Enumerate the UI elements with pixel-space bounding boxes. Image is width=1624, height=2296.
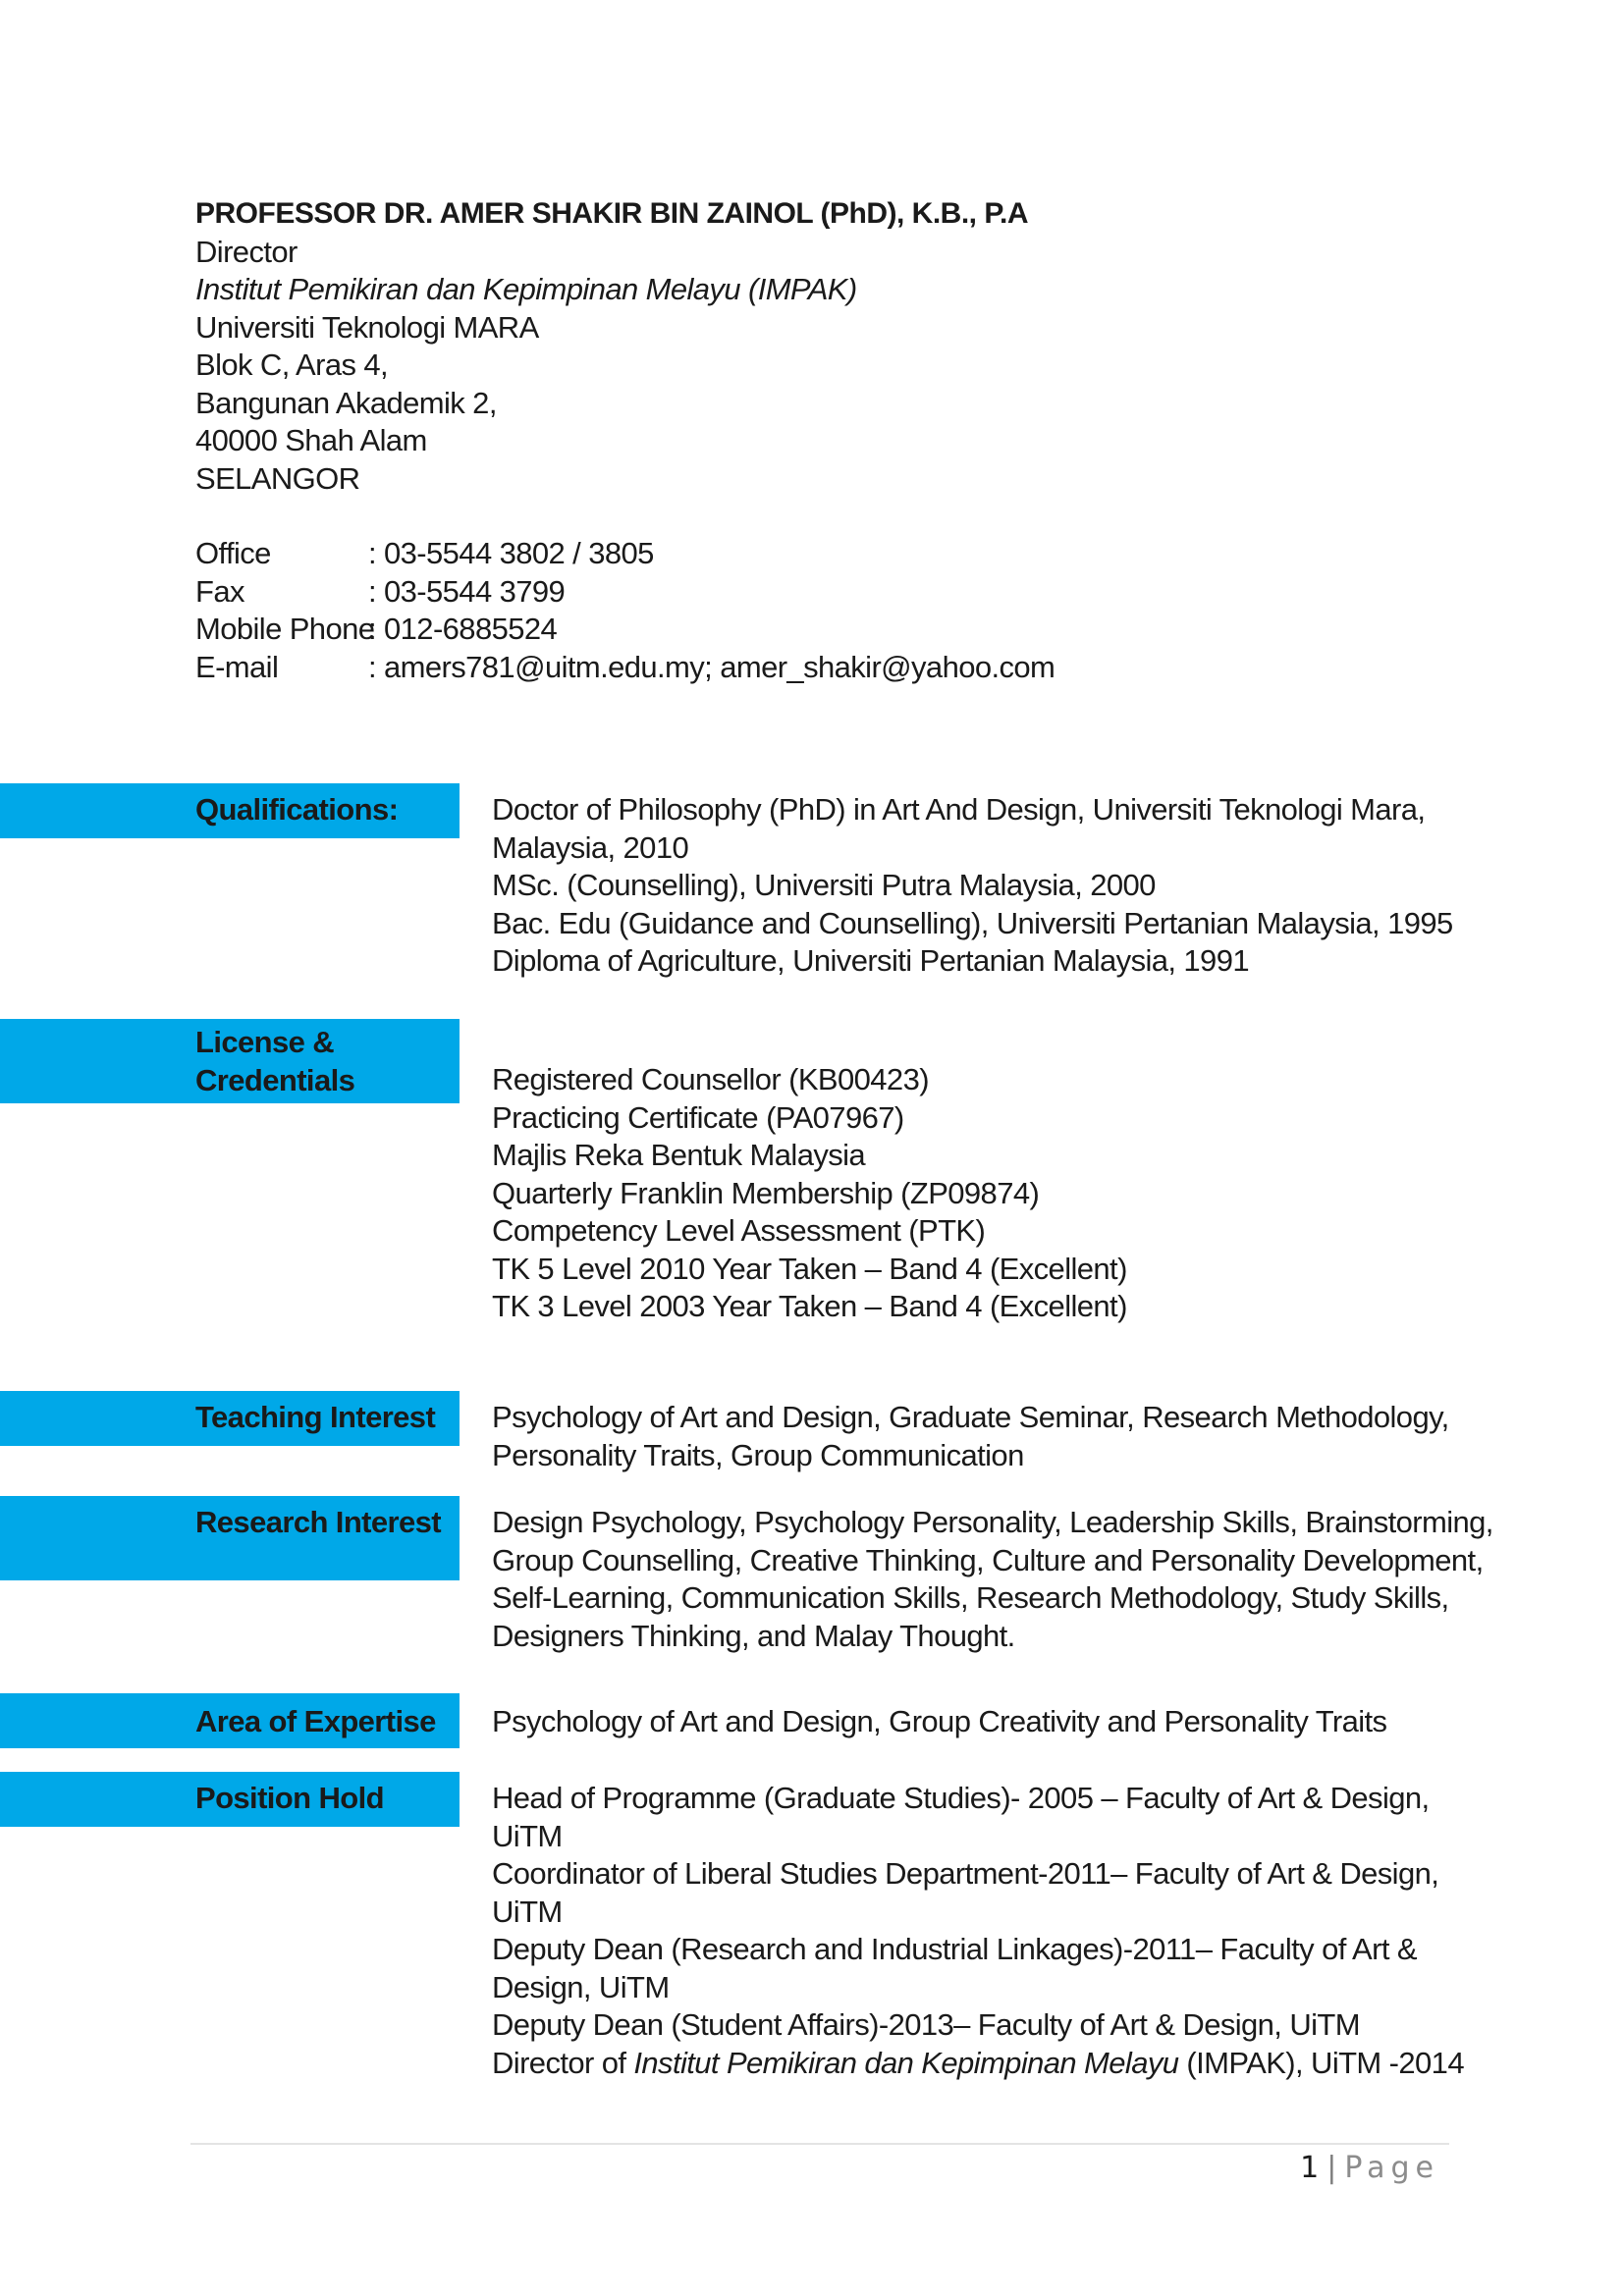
contact-block — [195, 535, 1472, 686]
section-label-research: Research Interest — [0, 1496, 460, 1580]
contact-label: Mobile Phone — [195, 612, 375, 646]
footer-separator: | — [1326, 2151, 1337, 2185]
position-line: Deputy Dean (Research and Industrial Linkages)-2011– Faculty of Art & — [492, 1932, 1417, 1966]
research-line: Group Counselling, Creative Thinking, Culture and Personality Development, — [492, 1542, 1484, 1577]
position-line: Deputy Dean (Student Affairs)-2013– Faculty of Art & Design, UiTM — [492, 2007, 1360, 2042]
credential-line: Practicing Certificate (PA07967) — [492, 1099, 904, 1135]
license-list — [492, 1061, 1474, 1326]
address-line: Blok C, Aras 4, — [195, 347, 389, 382]
page-number: 1 — [1300, 2151, 1320, 2185]
credential-line: TK 3 Level 2003 Year Taken – Band 4 (Excellent) — [492, 1289, 1127, 1323]
qualification-line: Bac. Edu (Guidance and Counselling), Universiti Pertanian Malaysia, 1995 — [492, 905, 1453, 940]
job-title: Director — [195, 234, 298, 269]
credential-line: Competency Level Assessment (PTK) — [492, 1213, 986, 1248]
expertise-list — [492, 1703, 1474, 1741]
address-line: 40000 Shah Alam — [195, 423, 427, 457]
office-phone: : 03-5544 3802 / 3805 — [368, 536, 654, 570]
contact-row-email — [195, 649, 1472, 687]
qualification-line: Diploma of Agriculture, Universiti Pertanian Malaysia, 1991 — [492, 943, 1249, 978]
credential-line: TK 5 Level 2010 Year Taken – Band 4 (Excellent) — [492, 1251, 1127, 1286]
university-name: Universiti Teknologi MARA — [195, 309, 539, 345]
research-list — [492, 1504, 1493, 1655]
expertise-line: Psychology of Art and Design, Group Creativity and Personality Traits — [492, 1704, 1387, 1738]
section-label-line: Credentials — [195, 1062, 355, 1097]
address-line: Bangunan Akademik 2, — [195, 385, 497, 420]
teaching-line: Personality Traits, Group Communication — [492, 1437, 1024, 1472]
section-label-teaching: Teaching Interest — [0, 1391, 460, 1446]
teaching-list — [492, 1399, 1474, 1474]
teaching-line: Psychology of Art and Design, Graduate Seminar, Research Methodology, — [492, 1400, 1449, 1434]
section-label-qualifications: Qualifications: — [0, 783, 460, 838]
research-line: Designers Thinking, and Malay Thought. — [492, 1618, 1015, 1653]
fax-number: : 03-5544 3799 — [368, 573, 566, 609]
page-word: Page — [1344, 2151, 1439, 2185]
person-name: PROFESSOR DR. AMER SHAKIR BIN ZAINOL (PhD), K.B., P.A — [195, 197, 1028, 230]
contact-label: Office — [195, 536, 271, 570]
position-line: UiTM — [492, 1894, 563, 1929]
research-line: Design Psychology, Psychology Personality, Leadership Skills, Brainstorming, — [492, 1505, 1493, 1539]
position-line: UiTM — [492, 1818, 563, 1853]
positions-list — [492, 1780, 1474, 2082]
contact-label: E-mail — [195, 649, 279, 684]
qualification-line: Doctor of Philosophy (PhD) in Art And Design, Universiti Teknologi Mara, — [492, 792, 1426, 827]
qualifications-list — [492, 791, 1474, 981]
position-line: Head of Programme (Graduate Studies)- 2005 – Faculty of Art & Design, — [492, 1781, 1430, 1815]
position-line-director — [492, 2045, 1474, 2083]
qualification-line: MSc. (Counselling), Universiti Putra Malaysia, 2000 — [492, 868, 1156, 902]
credential-line: Majlis Reka Bentuk Malaysia — [492, 1138, 866, 1172]
research-line: Self-Learning, Communication Skills, Research Methodology, Study Skills, — [492, 1580, 1449, 1615]
section-label-positions: Position Hold — [0, 1772, 460, 1827]
institute-name: Institut Pemikiran dan Kepimpinan Melayu (IMPAK) — [195, 272, 857, 306]
contact-row-fax — [195, 573, 1472, 612]
position-prefix: Director of — [492, 2045, 634, 2080]
section-label-line: License & — [195, 1025, 335, 1059]
contact-row-mobile — [195, 611, 1472, 649]
page-footer — [1300, 2151, 1439, 2185]
position-institute: Institut Pemikiran dan Kepimpinan Melayu — [633, 2045, 1179, 2080]
section-label-license — [0, 1019, 460, 1103]
qualification-line: Malaysia, 2010 — [492, 829, 689, 865]
position-suffix: (IMPAK), UiTM -2014 — [1178, 2045, 1464, 2080]
section-label-expertise: Area of Expertise — [0, 1693, 460, 1748]
header-block — [195, 195, 1472, 686]
footer-divider — [190, 2143, 1449, 2145]
position-line: Design, UiTM — [492, 1969, 670, 2004]
contact-label: Fax — [195, 573, 244, 609]
position-line: Coordinator of Liberal Studies Department-2011– Faculty of Art & Design, — [492, 1856, 1439, 1891]
email-addresses: : amers781@uitm.edu.my; amer_shakir@yahoo.com — [368, 649, 1056, 684]
credential-line: Registered Counsellor (KB00423) — [492, 1062, 929, 1096]
address-line: SELANGOR — [195, 460, 360, 496]
contact-row-office — [195, 535, 1472, 573]
credential-line: Quarterly Franklin Membership (ZP09874) — [492, 1175, 1040, 1210]
mobile-phone: : 012-6885524 — [368, 612, 558, 646]
